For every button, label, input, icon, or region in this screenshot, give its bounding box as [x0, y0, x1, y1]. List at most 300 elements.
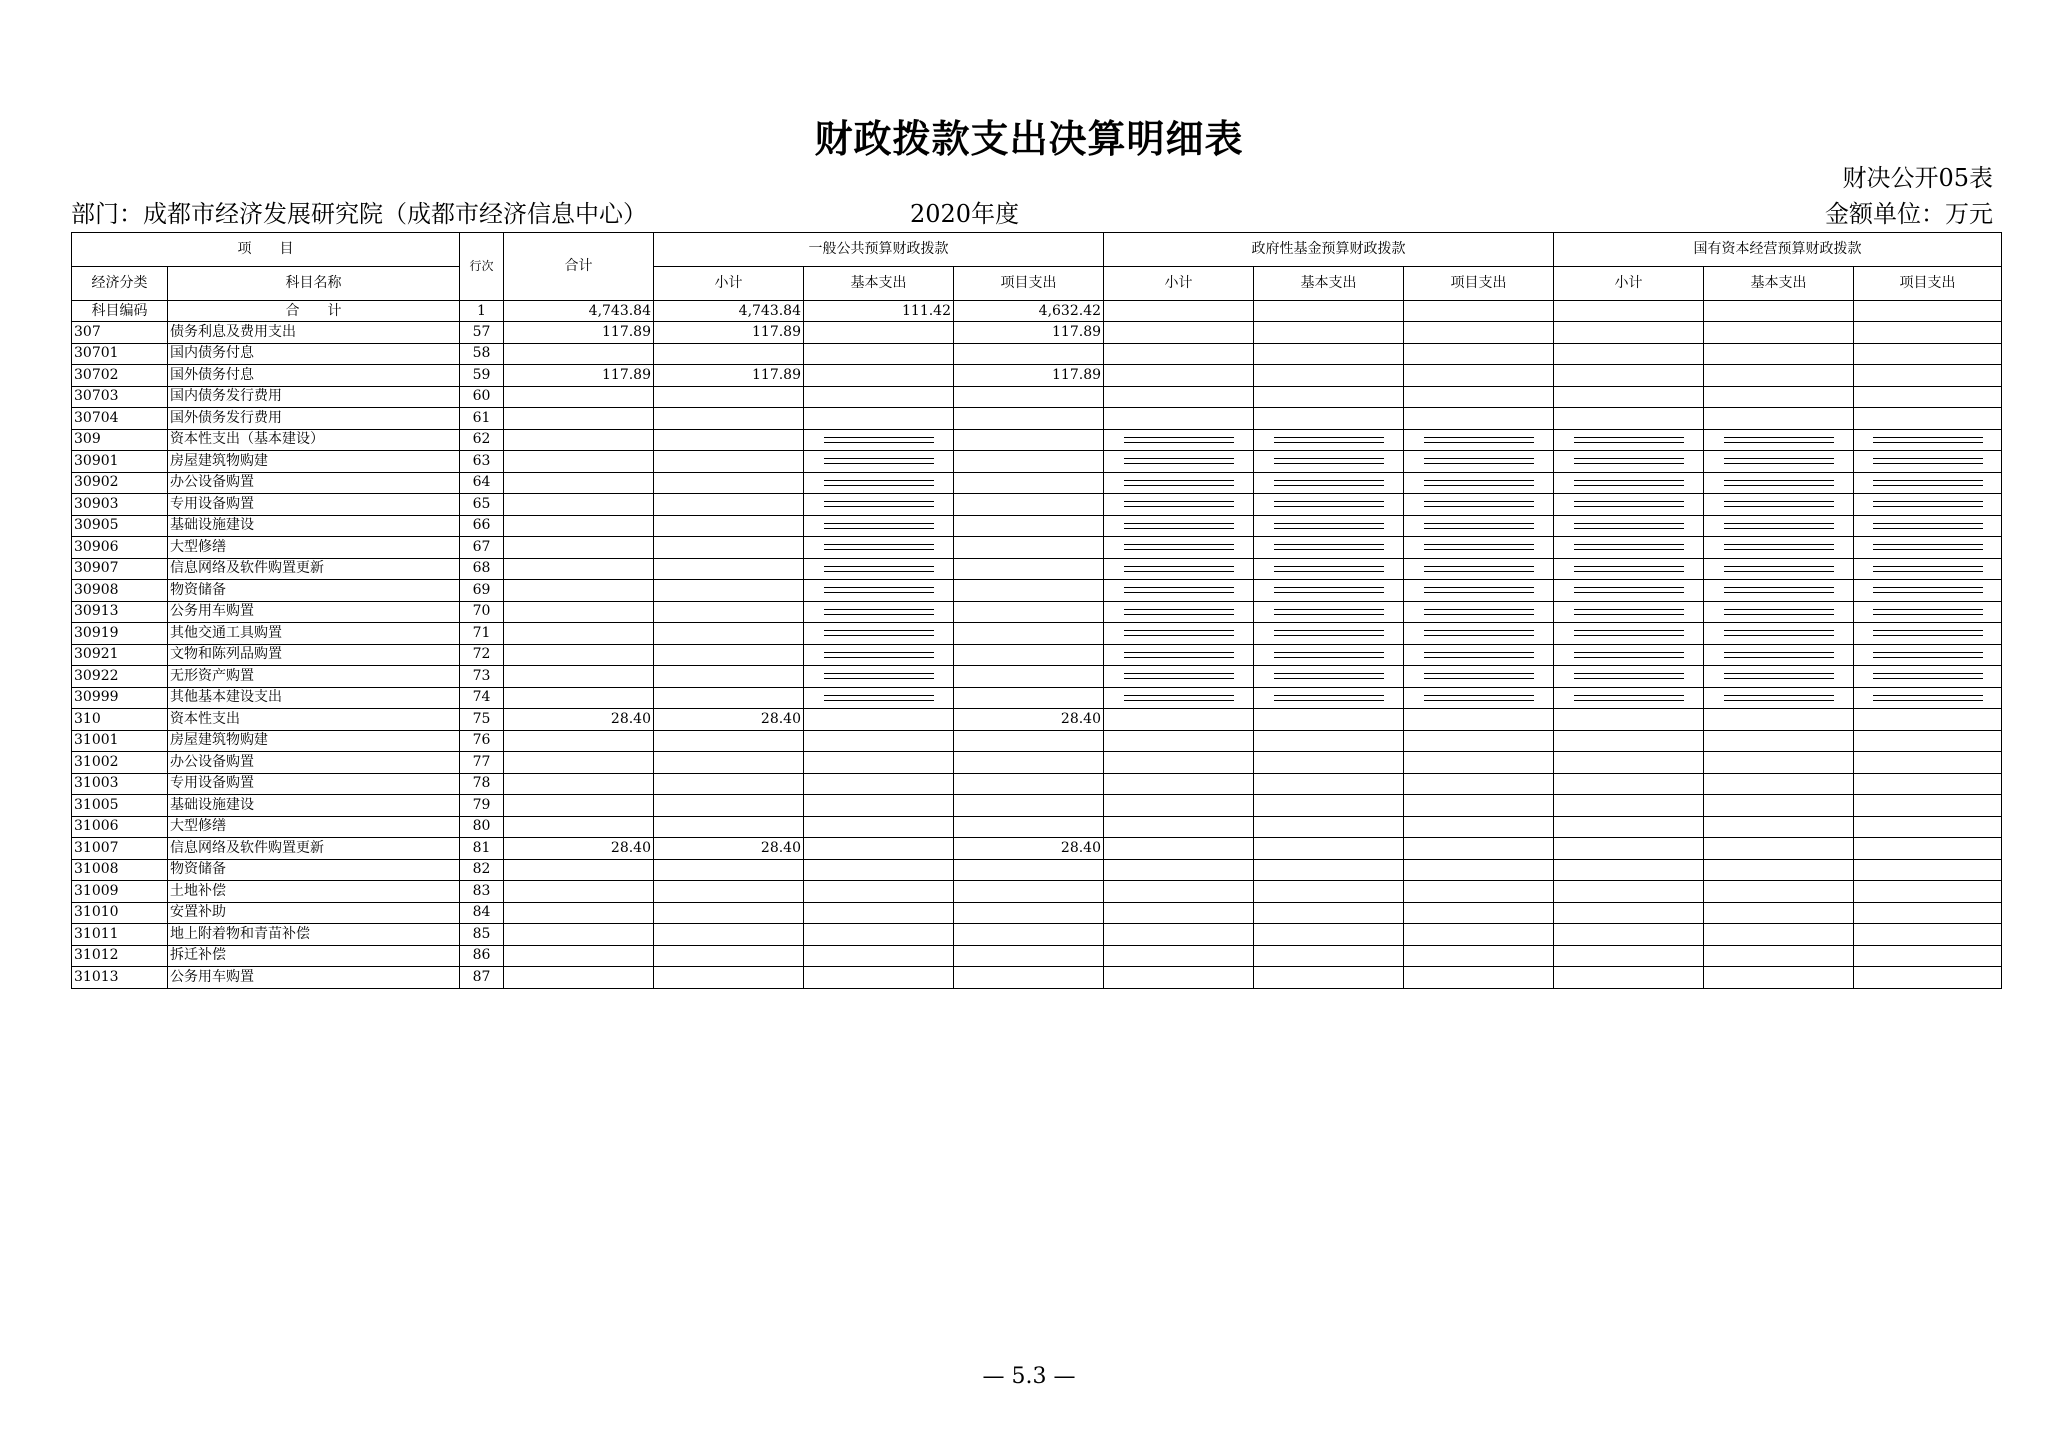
not-applicable-mark — [1724, 523, 1834, 529]
row-empty-cell — [1254, 795, 1404, 817]
row-empty-cell — [1254, 666, 1404, 688]
row-empty-cell — [1854, 666, 2002, 688]
not-applicable-mark — [1724, 695, 1834, 701]
header-state-basic: 基本支出 — [1704, 267, 1854, 301]
row-empty-cell — [1104, 623, 1254, 645]
table-row — [72, 451, 2002, 473]
row-code: 31005 — [72, 795, 168, 817]
row-general-project: 28.40 — [954, 838, 1104, 860]
row-empty-cell — [1104, 816, 1254, 838]
row-line-no: 74 — [460, 687, 504, 709]
not-applicable-mark — [1274, 630, 1384, 636]
row-empty-cell — [1104, 386, 1254, 408]
row-total — [504, 945, 654, 967]
table-row — [72, 709, 2002, 731]
row-total — [504, 666, 654, 688]
row-general-project — [954, 752, 1104, 774]
not-applicable-mark — [1574, 587, 1684, 593]
row-empty-cell — [1554, 558, 1704, 580]
row-name: 办公设备购置 — [168, 752, 460, 774]
row-empty-cell — [1404, 343, 1554, 365]
row-empty-cell — [1854, 494, 2002, 516]
row-empty-cell — [1704, 515, 1854, 537]
not-applicable-mark — [1274, 437, 1384, 443]
row-code: 30907 — [72, 558, 168, 580]
row-name: 债务利息及费用支出 — [168, 322, 460, 344]
row-empty-cell — [1554, 795, 1704, 817]
row-general-project — [954, 408, 1104, 430]
row-empty-cell — [1104, 752, 1254, 774]
row-total: 28.40 — [504, 709, 654, 731]
row-empty-cell — [1104, 451, 1254, 473]
header-item: 项 目 — [72, 233, 460, 267]
row-general-basic — [804, 816, 954, 838]
row-empty-cell — [1404, 408, 1554, 430]
table-row — [72, 386, 2002, 408]
row-line-no: 60 — [460, 386, 504, 408]
row-empty-cell — [1104, 967, 1254, 989]
not-applicable-mark — [1424, 652, 1534, 658]
row-empty-cell — [1404, 472, 1554, 494]
row-total — [504, 494, 654, 516]
row-general-subtotal — [654, 408, 804, 430]
row-empty-cell — [1404, 580, 1554, 602]
total-general-subtotal: 4,743.84 — [654, 301, 804, 322]
row-general-subtotal — [654, 687, 804, 709]
row-total — [504, 773, 654, 795]
not-applicable-mark — [1424, 544, 1534, 550]
row-empty-cell — [1254, 451, 1404, 473]
row-empty-cell — [1854, 945, 2002, 967]
row-empty-cell — [1404, 945, 1554, 967]
row-empty-cell — [1854, 515, 2002, 537]
row-name: 安置补助 — [168, 902, 460, 924]
row-total: 117.89 — [504, 322, 654, 344]
not-applicable-mark — [1274, 652, 1384, 658]
row-empty-cell — [1254, 472, 1404, 494]
row-empty-cell — [1704, 967, 1854, 989]
not-applicable-mark — [1873, 695, 1983, 701]
not-applicable-mark — [1574, 652, 1684, 658]
not-applicable-mark — [1724, 630, 1834, 636]
row-empty-cell — [1704, 451, 1854, 473]
not-applicable-mark — [1424, 587, 1534, 593]
page-title: 财政拨款支出决算明细表 — [814, 117, 1244, 161]
row-empty-cell — [1704, 558, 1854, 580]
row-empty-cell — [1854, 859, 2002, 881]
row-empty-cell — [1104, 924, 1254, 946]
not-applicable-mark — [824, 587, 934, 593]
row-general-basic — [804, 859, 954, 881]
row-name: 地上附着物和青苗补偿 — [168, 924, 460, 946]
header-general-project: 项目支出 — [954, 267, 1104, 301]
row-code: 31003 — [72, 773, 168, 795]
row-empty-cell — [1704, 580, 1854, 602]
row-general-basic — [804, 687, 954, 709]
total-row — [72, 301, 2002, 322]
row-name: 国内债务发行费用 — [168, 386, 460, 408]
table-row — [72, 795, 2002, 817]
row-code: 309 — [72, 429, 168, 451]
header-general-subtotal: 小计 — [654, 267, 804, 301]
row-line-no: 72 — [460, 644, 504, 666]
row-empty-cell — [1254, 838, 1404, 860]
not-applicable-mark — [1424, 630, 1534, 636]
row-empty-cell — [1254, 558, 1404, 580]
row-general-subtotal — [654, 773, 804, 795]
not-applicable-mark — [1873, 673, 1983, 679]
row-general-project — [954, 494, 1104, 516]
not-applicable-mark — [1424, 458, 1534, 464]
row-general-project — [954, 451, 1104, 473]
row-code: 30905 — [72, 515, 168, 537]
row-empty-cell — [1704, 924, 1854, 946]
not-applicable-mark — [1424, 480, 1534, 486]
expenditure-table — [71, 232, 2002, 989]
row-general-subtotal — [654, 881, 804, 903]
table-row — [72, 644, 2002, 666]
row-general-subtotal — [654, 730, 804, 752]
row-name: 其他基本建设支出 — [168, 687, 460, 709]
row-name: 信息网络及软件购置更新 — [168, 838, 460, 860]
row-empty-cell — [1704, 408, 1854, 430]
not-applicable-mark — [1873, 587, 1983, 593]
row-code: 31013 — [72, 967, 168, 989]
row-total — [504, 451, 654, 473]
table-row — [72, 365, 2002, 387]
row-empty-cell — [1554, 429, 1704, 451]
not-applicable-mark — [1124, 566, 1234, 572]
not-applicable-mark — [1124, 544, 1234, 550]
row-general-basic — [804, 558, 954, 580]
row-empty-cell — [1854, 816, 2002, 838]
row-empty-cell — [1104, 472, 1254, 494]
not-applicable-mark — [1124, 480, 1234, 486]
row-name: 办公设备购置 — [168, 472, 460, 494]
row-general-subtotal — [654, 472, 804, 494]
row-empty-cell — [1854, 752, 2002, 774]
row-code: 30906 — [72, 537, 168, 559]
total-label: 合 计 — [168, 301, 460, 322]
row-line-no: 61 — [460, 408, 504, 430]
row-general-subtotal — [654, 945, 804, 967]
row-empty-cell — [1854, 322, 2002, 344]
total-general-basic: 111.42 — [804, 301, 954, 322]
row-name: 物资储备 — [168, 859, 460, 881]
row-empty-cell — [1854, 924, 2002, 946]
row-empty-cell — [1404, 795, 1554, 817]
row-code: 31011 — [72, 924, 168, 946]
row-code: 30704 — [72, 408, 168, 430]
row-empty-cell — [1704, 773, 1854, 795]
not-applicable-mark — [1873, 652, 1983, 658]
row-empty-cell — [1554, 967, 1704, 989]
row-empty-cell — [1104, 773, 1254, 795]
table-row — [72, 322, 2002, 344]
row-code: 310 — [72, 709, 168, 731]
row-general-basic — [804, 623, 954, 645]
row-empty-cell — [1254, 709, 1404, 731]
row-empty-cell — [1104, 558, 1254, 580]
row-empty-cell — [1404, 623, 1554, 645]
row-empty-cell — [1104, 322, 1254, 344]
row-name: 专用设备购置 — [168, 494, 460, 516]
row-name: 物资储备 — [168, 580, 460, 602]
row-general-subtotal — [654, 902, 804, 924]
row-general-project — [954, 515, 1104, 537]
row-empty-cell — [1254, 343, 1404, 365]
header-row-2 — [72, 267, 2002, 301]
row-empty-cell — [1404, 515, 1554, 537]
row-general-basic — [804, 709, 954, 731]
row-general-subtotal — [654, 343, 804, 365]
row-empty-cell — [1104, 494, 1254, 516]
row-name: 国外债务付息 — [168, 365, 460, 387]
row-empty-cell — [1404, 666, 1554, 688]
row-general-basic — [804, 601, 954, 623]
row-empty-cell — [1704, 816, 1854, 838]
row-total: 117.89 — [504, 365, 654, 387]
table-row — [72, 816, 2002, 838]
row-empty-cell — [1554, 494, 1704, 516]
row-general-subtotal: 117.89 — [654, 322, 804, 344]
not-applicable-mark — [1124, 523, 1234, 529]
row-empty-cell — [1254, 386, 1404, 408]
row-empty-cell — [1554, 902, 1704, 924]
row-line-no: 85 — [460, 924, 504, 946]
row-general-project — [954, 795, 1104, 817]
row-code: 31006 — [72, 816, 168, 838]
row-total — [504, 795, 654, 817]
row-empty-cell — [1404, 730, 1554, 752]
row-empty-cell — [1704, 623, 1854, 645]
row-line-no: 73 — [460, 666, 504, 688]
row-name: 专用设备购置 — [168, 773, 460, 795]
row-empty-cell — [1404, 322, 1554, 344]
row-name: 土地补偿 — [168, 881, 460, 903]
row-name: 大型修缮 — [168, 816, 460, 838]
table-row — [72, 429, 2002, 451]
not-applicable-mark — [1424, 609, 1534, 615]
row-general-project — [954, 859, 1104, 881]
row-empty-cell — [1854, 709, 2002, 731]
row-general-project — [954, 924, 1104, 946]
row-general-subtotal: 28.40 — [654, 838, 804, 860]
row-line-no: 66 — [460, 515, 504, 537]
row-line-no: 82 — [460, 859, 504, 881]
row-empty-cell — [1554, 601, 1704, 623]
row-empty-cell — [1704, 838, 1854, 860]
row-name: 资本性支出（基本建设） — [168, 429, 460, 451]
row-empty-cell — [1404, 429, 1554, 451]
not-applicable-mark — [1873, 458, 1983, 464]
row-total — [504, 881, 654, 903]
table-row — [72, 558, 2002, 580]
row-empty-cell — [1554, 752, 1704, 774]
row-general-project — [954, 881, 1104, 903]
header-state-project: 项目支出 — [1854, 267, 2002, 301]
header-subject-name: 科目名称 — [168, 267, 460, 301]
row-empty-cell — [1854, 408, 2002, 430]
row-empty-cell — [1704, 902, 1854, 924]
not-applicable-mark — [1124, 695, 1234, 701]
row-code: 31010 — [72, 902, 168, 924]
not-applicable-mark — [1274, 480, 1384, 486]
row-empty-cell — [1104, 945, 1254, 967]
row-line-no: 84 — [460, 902, 504, 924]
table-row — [72, 902, 2002, 924]
row-empty-cell — [1254, 365, 1404, 387]
row-empty-cell — [1854, 537, 2002, 559]
not-applicable-mark — [1124, 458, 1234, 464]
row-general-project — [954, 666, 1104, 688]
row-empty-cell — [1254, 773, 1404, 795]
row-empty-cell — [1404, 365, 1554, 387]
row-line-no: 63 — [460, 451, 504, 473]
not-applicable-mark — [1274, 566, 1384, 572]
row-total — [504, 752, 654, 774]
not-applicable-mark — [824, 480, 934, 486]
header-econ-class: 经济分类 — [72, 267, 168, 301]
row-name: 拆迁补偿 — [168, 945, 460, 967]
row-general-subtotal — [654, 386, 804, 408]
row-general-project — [954, 601, 1104, 623]
not-applicable-mark — [1574, 609, 1684, 615]
row-empty-cell — [1554, 666, 1704, 688]
not-applicable-mark — [1274, 695, 1384, 701]
row-empty-cell — [1554, 730, 1704, 752]
row-general-project — [954, 945, 1104, 967]
row-empty-cell — [1554, 515, 1704, 537]
header-general-basic: 基本支出 — [804, 267, 954, 301]
row-empty-cell — [1854, 838, 2002, 860]
row-code: 30908 — [72, 580, 168, 602]
not-applicable-mark — [1424, 437, 1534, 443]
row-total — [504, 558, 654, 580]
row-general-basic — [804, 472, 954, 494]
row-empty-cell — [1254, 322, 1404, 344]
row-empty-cell — [1404, 687, 1554, 709]
row-code: 31001 — [72, 730, 168, 752]
row-empty-cell — [1404, 644, 1554, 666]
row-line-no: 59 — [460, 365, 504, 387]
row-empty-cell — [1104, 343, 1254, 365]
not-applicable-mark — [1724, 609, 1834, 615]
row-total — [504, 601, 654, 623]
row-empty-cell — [1404, 816, 1554, 838]
row-empty-cell — [1854, 343, 2002, 365]
row-empty-cell — [1404, 967, 1554, 989]
row-empty-cell — [1404, 838, 1554, 860]
row-empty-cell — [1854, 967, 2002, 989]
row-empty-cell — [1404, 451, 1554, 473]
row-name: 房屋建筑物购建 — [168, 451, 460, 473]
row-code: 31008 — [72, 859, 168, 881]
table-row — [72, 472, 2002, 494]
not-applicable-mark — [1424, 566, 1534, 572]
row-empty-cell — [1254, 967, 1404, 989]
row-empty-cell — [1404, 902, 1554, 924]
row-general-basic — [804, 408, 954, 430]
row-total — [504, 580, 654, 602]
row-empty-cell — [1404, 386, 1554, 408]
row-general-subtotal — [654, 451, 804, 473]
table-row — [72, 924, 2002, 946]
row-total — [504, 537, 654, 559]
row-empty-cell — [1704, 752, 1854, 774]
row-empty-cell — [1104, 601, 1254, 623]
row-general-subtotal — [654, 515, 804, 537]
row-general-subtotal — [654, 795, 804, 817]
row-empty-cell — [1854, 881, 2002, 903]
row-general-basic — [804, 773, 954, 795]
row-code: 30903 — [72, 494, 168, 516]
row-general-basic — [804, 730, 954, 752]
row-empty-cell — [1254, 515, 1404, 537]
row-empty-cell — [1104, 515, 1254, 537]
not-applicable-mark — [824, 458, 934, 464]
page-number: — 5.3 — — [982, 1364, 1076, 1389]
table-row — [72, 537, 2002, 559]
row-name: 基础设施建设 — [168, 515, 460, 537]
table-row — [72, 838, 2002, 860]
row-line-no: 57 — [460, 322, 504, 344]
table-row — [72, 408, 2002, 430]
not-applicable-mark — [1274, 523, 1384, 529]
not-applicable-mark — [1124, 501, 1234, 507]
row-general-project — [954, 386, 1104, 408]
row-total — [504, 343, 654, 365]
row-empty-cell — [1854, 795, 2002, 817]
row-general-basic — [804, 386, 954, 408]
row-empty-cell — [1104, 881, 1254, 903]
row-general-basic — [804, 580, 954, 602]
row-general-project — [954, 902, 1104, 924]
row-general-basic — [804, 515, 954, 537]
row-name: 公务用车购置 — [168, 601, 460, 623]
row-total — [504, 623, 654, 645]
not-applicable-mark — [1724, 566, 1834, 572]
not-applicable-mark — [1424, 501, 1534, 507]
header-state-subtotal: 小计 — [1554, 267, 1704, 301]
row-empty-cell — [1854, 687, 2002, 709]
row-empty-cell — [1554, 408, 1704, 430]
table-row — [72, 494, 2002, 516]
row-empty-cell — [1854, 601, 2002, 623]
total-amount: 4,743.84 — [504, 301, 654, 322]
total-general-project: 4,632.42 — [954, 301, 1104, 322]
row-empty-cell — [1704, 859, 1854, 881]
row-general-project — [954, 623, 1104, 645]
row-empty-cell — [1254, 945, 1404, 967]
row-empty-cell — [1404, 537, 1554, 559]
row-line-no: 81 — [460, 838, 504, 860]
row-general-subtotal — [654, 644, 804, 666]
row-line-no: 65 — [460, 494, 504, 516]
not-applicable-mark — [1873, 609, 1983, 615]
row-empty-cell — [1104, 687, 1254, 709]
row-empty-cell — [1254, 580, 1404, 602]
row-general-subtotal — [654, 558, 804, 580]
row-total — [504, 644, 654, 666]
row-general-basic — [804, 795, 954, 817]
row-empty-cell — [1854, 451, 2002, 473]
row-name: 国内债务付息 — [168, 343, 460, 365]
row-code: 30921 — [72, 644, 168, 666]
row-line-no: 67 — [460, 537, 504, 559]
not-applicable-mark — [1274, 501, 1384, 507]
table-row — [72, 730, 2002, 752]
